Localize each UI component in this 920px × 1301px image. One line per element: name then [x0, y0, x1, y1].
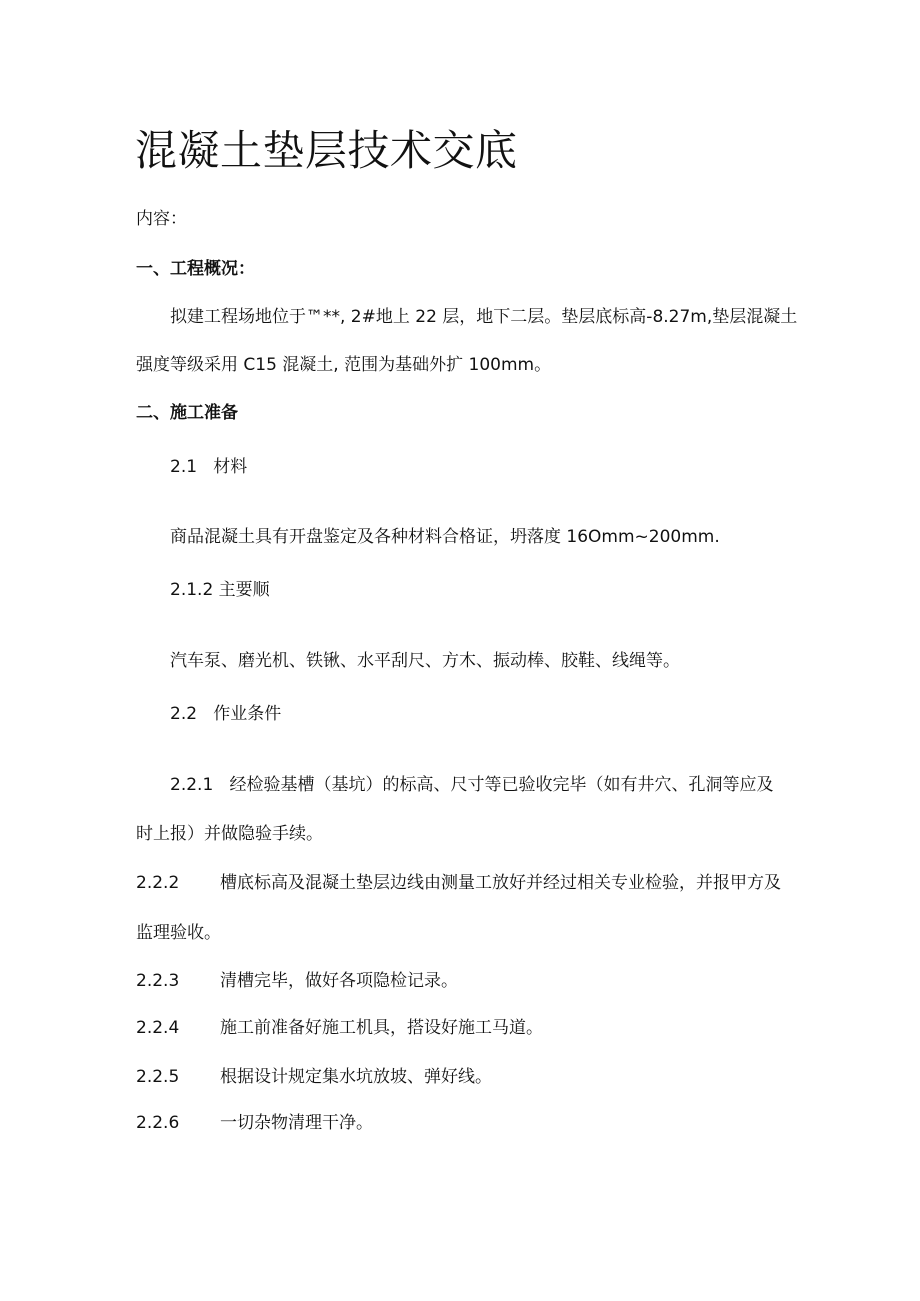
- section-2-heading: 二、施工准备: [136, 403, 238, 423]
- item-text: 一切杂物清理干净。: [220, 1113, 373, 1133]
- item-number: 2.2.4: [136, 1018, 180, 1038]
- section-1-heading: 一、工程概况：: [136, 259, 255, 279]
- item-number: 2.2.2: [136, 873, 180, 893]
- item-text-line-2: 监理验收。: [136, 923, 221, 943]
- overview-line-1: 拟建工程场地位于™**, 2#地上 22 层，地下二层。垫层底标高-8.27m,垫层混凝土: [170, 307, 798, 327]
- item-number: 2.2.6: [136, 1113, 180, 1133]
- item-number: 2.2.3: [136, 971, 180, 991]
- item-text: 根据设计规定集水坑放坡、弹好线。: [220, 1067, 492, 1087]
- item-text-line-1: 槽底标高及混凝土垫层边线由测量工放好并经过相关专业检验，并报甲方及: [220, 873, 781, 893]
- content-label: 内容：: [136, 209, 187, 229]
- item-number: 2.2.5: [136, 1067, 180, 1087]
- item-2-2-1-line-1: 2.2.1 经检验基槽（基坑）的标高、尺寸等已验收完毕（如有井穴、孔洞等应及: [170, 775, 774, 795]
- materials-text: 商品混凝土具有开盘鉴定及各种材料合格证，坍落度 16Omm~200mm.: [170, 527, 720, 547]
- document-title: 混凝土垫层技术交底: [135, 126, 518, 175]
- item-text: 施工前准备好施工机具，搭设好施工马道。: [220, 1018, 543, 1038]
- equipment-text: 汽车泵、磨光机、铁锹、水平刮尺、方木、振动棒、胶鞋、线绳等。: [170, 651, 680, 671]
- subheading-2-1: 2.1 材料: [170, 457, 248, 477]
- overview-line-2: 强度等级采用 C15 混凝土, 范围为基础外扩 100mm。: [136, 355, 552, 375]
- item-2-2-1-line-2: 时上报）并做隐验手续。: [136, 824, 323, 844]
- item-text: 清槽完毕，做好各项隐检记录。: [220, 971, 458, 991]
- subheading-2-2: 2.2 作业条件: [170, 704, 282, 724]
- subheading-2-1-2: 2.1.2 主要顺: [170, 580, 270, 600]
